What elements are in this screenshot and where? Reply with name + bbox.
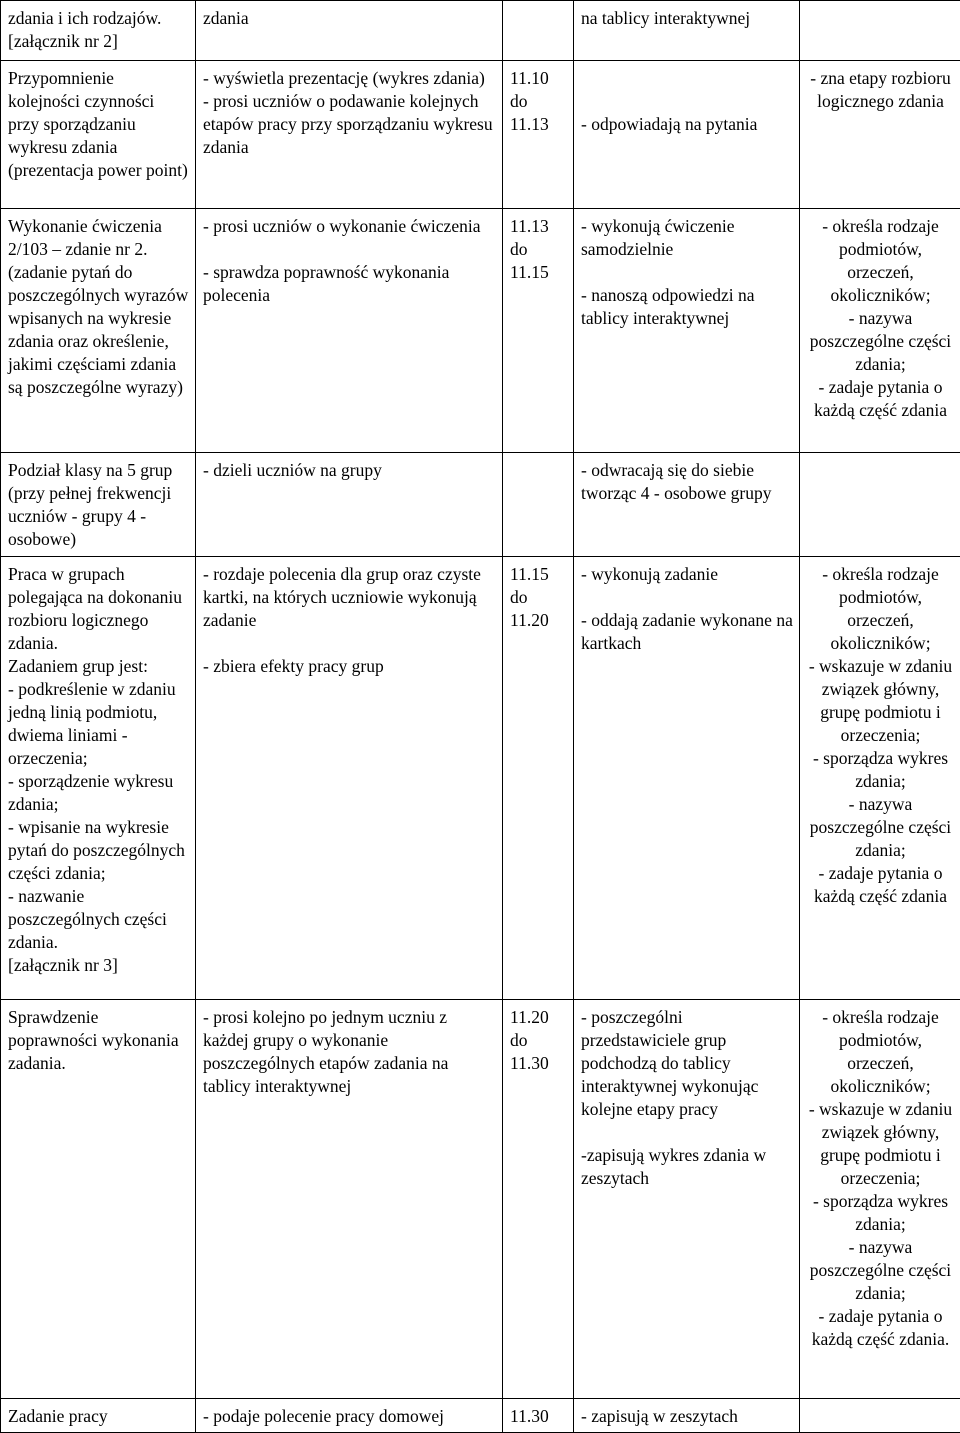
students-cell: - odwracają się do siebie tworząc 4 - osobowe grupy xyxy=(574,453,800,557)
teacher-cell: - prosi kolejno po jednym uczniu z każdej grupy o wykonanie poszczególnych etapów zadania na tablicy interaktywnej xyxy=(196,1000,503,1399)
students-cell: - odpowiadają na pytania xyxy=(574,61,800,209)
goals-cell: - zna etapy rozbioru logicznego zdania xyxy=(800,61,960,209)
table-row xyxy=(1,1,960,61)
teacher-cell: - prosi uczniów o wykonanie ćwiczenia - sprawdza poprawność wykonania polecenia xyxy=(196,209,503,453)
students-cell: - zapisują w zeszytach xyxy=(574,1399,800,1433)
students-cell: - wykonują ćwiczenie samodzielnie - nanoszą odpowiedzi na tablicy interaktywnej xyxy=(574,209,800,453)
goals-cell: - określa rodzaje podmiotów, orzeczeń, okoliczników; - wskazuje w zdaniu związek główny, grupę podmiotu i orzeczenia; - sporządza wykres zdania; - nazywa poszczególne części zdania; - zadaje pytania o każdą część zdania. xyxy=(800,1000,960,1399)
table-row xyxy=(1,453,960,557)
goals-cell xyxy=(800,1399,960,1433)
activity-cell: Przypomnienie kolejności czynności przy sporządzaniu wykresu zdania (prezentacja power point) xyxy=(1,61,196,209)
table-row xyxy=(1,209,960,453)
goals-cell xyxy=(800,453,960,557)
time-cell xyxy=(503,1,574,61)
time-cell: 11.30 xyxy=(503,1399,574,1433)
activity-cell: Wykonanie ćwiczenia 2/103 – zdanie nr 2. (zadanie pytań do poszczególnych wyrazów wpisanych na wykresie zdania oraz określenie, jakimi częściami zdania są poszczególne wyrazy) xyxy=(1,209,196,453)
time-cell: 11.20 do 11.30 xyxy=(503,1000,574,1399)
time-cell: 11.10 do 11.13 xyxy=(503,61,574,209)
teacher-cell: - podaje polecenie pracy domowej xyxy=(196,1399,503,1433)
teacher-cell: - dzieli uczniów na grupy xyxy=(196,453,503,557)
table-row xyxy=(1,557,960,1000)
goals-cell: - określa rodzaje podmiotów, orzeczeń, okoliczników; - wskazuje w zdaniu związek główny, grupę podmiotu i orzeczenia; - sporządza wykres zdania; - nazywa poszczególne części zdania; - zadaje pytania o każdą część zdania xyxy=(800,557,960,1000)
table-row xyxy=(1,1000,960,1399)
activity-cell: Podział klasy na 5 grup (przy pełnej frekwencji uczniów - grupy 4 - osobowe) xyxy=(1,453,196,557)
activity-cell: zdania i ich rodzajów. [załącznik nr 2] xyxy=(1,1,196,61)
teacher-cell: - rozdaje polecenia dla grup oraz czyste kartki, na których uczniowie wykonują zadanie - zbiera efekty pracy grup xyxy=(196,557,503,1000)
goals-cell: - określa rodzaje podmiotów, orzeczeń, okoliczników; - nazywa poszczególne części zdania; - zadaje pytania o każdą część zdania xyxy=(800,209,960,453)
students-cell: - wykonują zadanie - oddają zadanie wykonane na kartkach xyxy=(574,557,800,1000)
time-cell: 11.13 do 11.15 xyxy=(503,209,574,453)
teacher-cell: zdania xyxy=(196,1,503,61)
time-cell: 11.15 do 11.20 xyxy=(503,557,574,1000)
time-cell xyxy=(503,453,574,557)
goals-cell xyxy=(800,1,960,61)
activity-cell: Praca w grupach polegająca na dokonaniu rozbioru logicznego zdania. Zadaniem grup jest: - podkreślenie w zdaniu jedną linią podmiotu, dwiema liniami - orzeczenia; - sporządzenie wykresu zdania; - wpisanie na wykresie pytań do poszczególnych części zdania; - nazwanie poszczególnych części zdania. [załącznik nr 3] xyxy=(1,557,196,1000)
students-cell: na tablicy interaktywnej xyxy=(574,1,800,61)
activity-cell: Zadanie pracy xyxy=(1,1399,196,1433)
table-row xyxy=(1,1399,960,1433)
students-cell: - poszczególni przedstawiciele grup podchodzą do tablicy interaktywnej wykonując kolejne etapy pracy -zapisują wykres zdania w zeszytach xyxy=(574,1000,800,1399)
table-row xyxy=(1,61,960,209)
teacher-cell: - wyświetla prezentację (wykres zdania) - prosi uczniów o podawanie kolejnych etapów pracy przy sporządzaniu wykresu zdania xyxy=(196,61,503,209)
activity-cell: Sprawdzenie poprawności wykonania zadania. xyxy=(1,1000,196,1399)
